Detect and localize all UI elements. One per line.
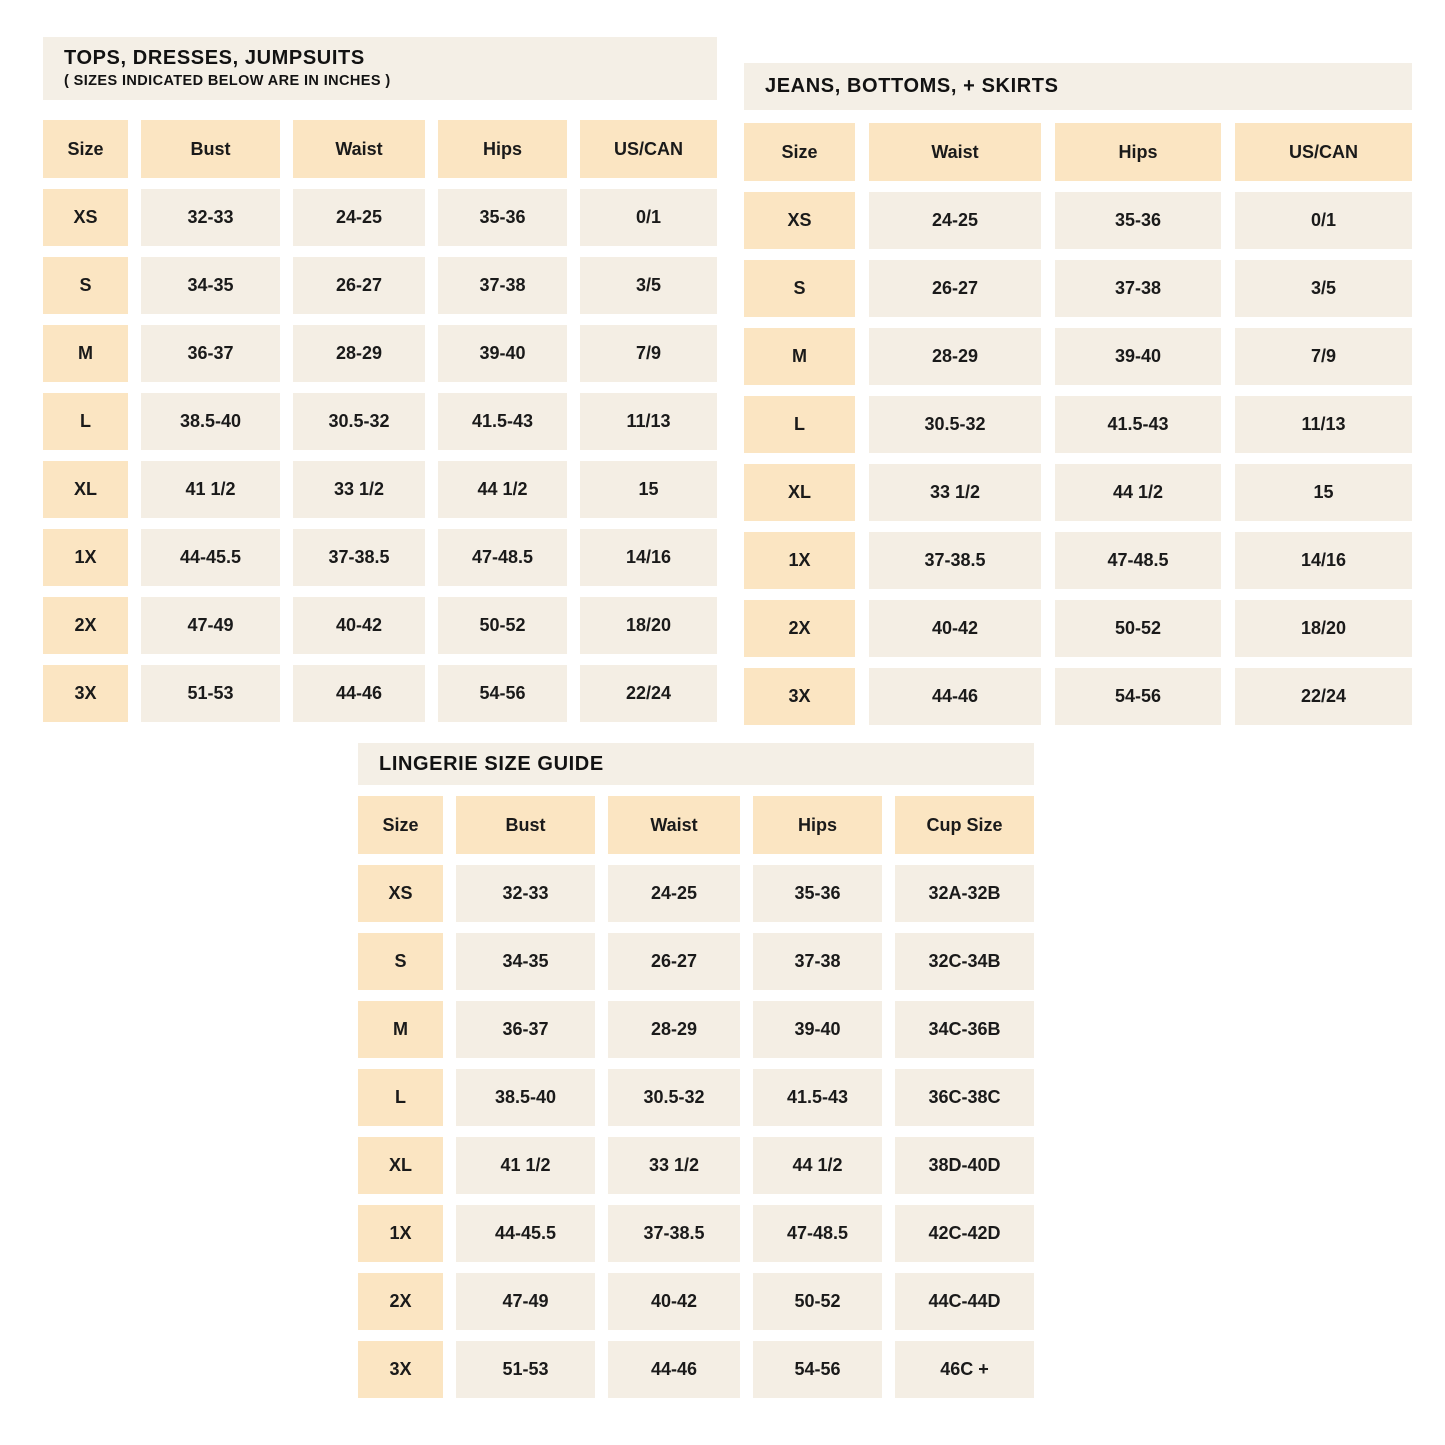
header-cell-bust: Bust [456, 796, 595, 854]
lingerie-table-title: LINGERIE SIZE GUIDE [379, 752, 604, 775]
measurement-value-cell: 47-48.5 [438, 529, 567, 586]
measurement-value-cell: 50-52 [1055, 600, 1221, 657]
size-label-cell: M [744, 328, 855, 385]
tops-table-title-bar [43, 37, 717, 100]
header-cell-hips: Hips [438, 120, 567, 178]
measurement-value-cell: 14/16 [580, 529, 717, 586]
measurement-value-cell: 7/9 [580, 325, 717, 382]
measurement-value-cell: 32C-34B [895, 933, 1034, 990]
measurement-value-cell: 3/5 [1235, 260, 1412, 317]
measurement-value-cell: 51-53 [141, 665, 280, 722]
size-label-cell: XL [358, 1137, 443, 1194]
header-cell-size: Size [744, 123, 855, 181]
size-label-cell: S [43, 257, 128, 314]
size-label-cell: XL [744, 464, 855, 521]
lingerie-table-title-bar [358, 743, 1034, 785]
measurement-value-cell: 35-36 [753, 865, 882, 922]
measurement-value-cell: 35-36 [1055, 192, 1221, 249]
measurement-value-cell: 26-27 [869, 260, 1041, 317]
measurement-value-cell: 34C-36B [895, 1001, 1034, 1058]
size-label-cell: 2X [43, 597, 128, 654]
tops-table-title: TOPS, DRESSES, JUMPSUITS [64, 46, 365, 69]
measurement-value-cell: 37-38 [438, 257, 567, 314]
measurement-value-cell: 14/16 [1235, 532, 1412, 589]
measurement-value-cell: 36C-38C [895, 1069, 1034, 1126]
measurement-value-cell: 18/20 [580, 597, 717, 654]
measurement-value-cell: 44 1/2 [438, 461, 567, 518]
header-cell-size: Size [358, 796, 443, 854]
size-label-cell: 3X [43, 665, 128, 722]
header-cell-size: Size [43, 120, 128, 178]
measurement-value-cell: 33 1/2 [293, 461, 425, 518]
measurement-value-cell: 15 [580, 461, 717, 518]
measurement-value-cell: 54-56 [753, 1341, 882, 1398]
measurement-value-cell: 28-29 [293, 325, 425, 382]
header-cell-us-can: US/CAN [1235, 123, 1412, 181]
measurement-value-cell: 47-48.5 [1055, 532, 1221, 589]
measurement-value-cell: 40-42 [608, 1273, 740, 1330]
measurement-value-cell: 28-29 [869, 328, 1041, 385]
measurement-value-cell: 38.5-40 [141, 393, 280, 450]
measurement-value-cell: 26-27 [608, 933, 740, 990]
measurement-value-cell: 39-40 [753, 1001, 882, 1058]
size-label-cell: M [43, 325, 128, 382]
measurement-value-cell: 47-49 [456, 1273, 595, 1330]
header-cell-waist: Waist [608, 796, 740, 854]
measurement-value-cell: 15 [1235, 464, 1412, 521]
measurement-value-cell: 44-45.5 [456, 1205, 595, 1262]
size-label-cell: XS [358, 865, 443, 922]
measurement-value-cell: 38.5-40 [456, 1069, 595, 1126]
measurement-value-cell: 11/13 [580, 393, 717, 450]
tops-size-table [43, 37, 717, 722]
measurement-value-cell: 51-53 [456, 1341, 595, 1398]
measurement-value-cell: 26-27 [293, 257, 425, 314]
measurement-value-cell: 11/13 [1235, 396, 1412, 453]
measurement-value-cell: 32A-32B [895, 865, 1034, 922]
measurement-value-cell: 34-35 [141, 257, 280, 314]
measurement-value-cell: 44 1/2 [1055, 464, 1221, 521]
measurement-value-cell: 46C + [895, 1341, 1034, 1398]
measurement-value-cell: 41.5-43 [753, 1069, 882, 1126]
measurement-value-cell: 30.5-32 [293, 393, 425, 450]
size-label-cell: L [744, 396, 855, 453]
measurement-value-cell: 41 1/2 [456, 1137, 595, 1194]
measurement-value-cell: 44-46 [869, 668, 1041, 725]
size-label-cell: L [358, 1069, 443, 1126]
measurement-value-cell: 32-33 [456, 865, 595, 922]
measurement-value-cell: 24-25 [293, 189, 425, 246]
size-label-cell: 1X [43, 529, 128, 586]
measurement-value-cell: 36-37 [456, 1001, 595, 1058]
measurement-value-cell: 39-40 [1055, 328, 1221, 385]
measurement-value-cell: 44-46 [608, 1341, 740, 1398]
size-label-cell: 3X [744, 668, 855, 725]
measurement-value-cell: 22/24 [580, 665, 717, 722]
measurement-value-cell: 44 1/2 [753, 1137, 882, 1194]
measurement-value-cell: 41.5-43 [438, 393, 567, 450]
measurement-value-cell: 42C-42D [895, 1205, 1034, 1262]
header-cell-hips: Hips [753, 796, 882, 854]
size-label-cell: S [744, 260, 855, 317]
lingerie-table-grid [358, 796, 1034, 1398]
measurement-value-cell: 39-40 [438, 325, 567, 382]
measurement-value-cell: 47-48.5 [753, 1205, 882, 1262]
size-label-cell: 2X [358, 1273, 443, 1330]
measurement-value-cell: 44C-44D [895, 1273, 1034, 1330]
header-cell-hips: Hips [1055, 123, 1221, 181]
measurement-value-cell: 40-42 [293, 597, 425, 654]
measurement-value-cell: 0/1 [580, 189, 717, 246]
measurement-value-cell: 41.5-43 [1055, 396, 1221, 453]
header-cell-us-can: US/CAN [580, 120, 717, 178]
measurement-value-cell: 47-49 [141, 597, 280, 654]
size-label-cell: S [358, 933, 443, 990]
measurement-value-cell: 54-56 [438, 665, 567, 722]
measurement-value-cell: 28-29 [608, 1001, 740, 1058]
measurement-value-cell: 36-37 [141, 325, 280, 382]
measurement-value-cell: 54-56 [1055, 668, 1221, 725]
size-label-cell: M [358, 1001, 443, 1058]
measurement-value-cell: 50-52 [753, 1273, 882, 1330]
measurement-value-cell: 37-38.5 [293, 529, 425, 586]
measurement-value-cell: 30.5-32 [608, 1069, 740, 1126]
size-label-cell: L [43, 393, 128, 450]
measurement-value-cell: 40-42 [869, 600, 1041, 657]
tops-table-subtitle: ( SIZES INDICATED BELOW ARE IN INCHES ) [64, 72, 391, 89]
measurement-value-cell: 37-38.5 [608, 1205, 740, 1262]
measurement-value-cell: 37-38 [1055, 260, 1221, 317]
measurement-value-cell: 34-35 [456, 933, 595, 990]
lingerie-size-table [358, 743, 1034, 1398]
tops-table-grid [43, 120, 717, 722]
jeans-table-grid [744, 123, 1412, 725]
measurement-value-cell: 35-36 [438, 189, 567, 246]
measurement-value-cell: 0/1 [1235, 192, 1412, 249]
measurement-value-cell: 41 1/2 [141, 461, 280, 518]
size-label-cell: 1X [744, 532, 855, 589]
size-label-cell: XS [43, 189, 128, 246]
measurement-value-cell: 33 1/2 [869, 464, 1041, 521]
measurement-value-cell: 30.5-32 [869, 396, 1041, 453]
measurement-value-cell: 3/5 [580, 257, 717, 314]
header-cell-cup-size: Cup Size [895, 796, 1034, 854]
measurement-value-cell: 22/24 [1235, 668, 1412, 725]
measurement-value-cell: 50-52 [438, 597, 567, 654]
jeans-table-title-bar [744, 63, 1412, 110]
measurement-value-cell: 24-25 [608, 865, 740, 922]
measurement-value-cell: 44-46 [293, 665, 425, 722]
measurement-value-cell: 24-25 [869, 192, 1041, 249]
header-cell-bust: Bust [141, 120, 280, 178]
size-label-cell: 2X [744, 600, 855, 657]
measurement-value-cell: 38D-40D [895, 1137, 1034, 1194]
measurement-value-cell: 37-38 [753, 933, 882, 990]
measurement-value-cell: 32-33 [141, 189, 280, 246]
measurement-value-cell: 37-38.5 [869, 532, 1041, 589]
measurement-value-cell: 33 1/2 [608, 1137, 740, 1194]
size-label-cell: XS [744, 192, 855, 249]
measurement-value-cell: 18/20 [1235, 600, 1412, 657]
jeans-table-title: JEANS, BOTTOMS, + SKIRTS [765, 75, 1059, 97]
measurement-value-cell: 7/9 [1235, 328, 1412, 385]
header-cell-waist: Waist [293, 120, 425, 178]
size-label-cell: XL [43, 461, 128, 518]
measurement-value-cell: 44-45.5 [141, 529, 280, 586]
size-label-cell: 3X [358, 1341, 443, 1398]
header-cell-waist: Waist [869, 123, 1041, 181]
size-label-cell: 1X [358, 1205, 443, 1262]
jeans-size-table [744, 63, 1412, 725]
